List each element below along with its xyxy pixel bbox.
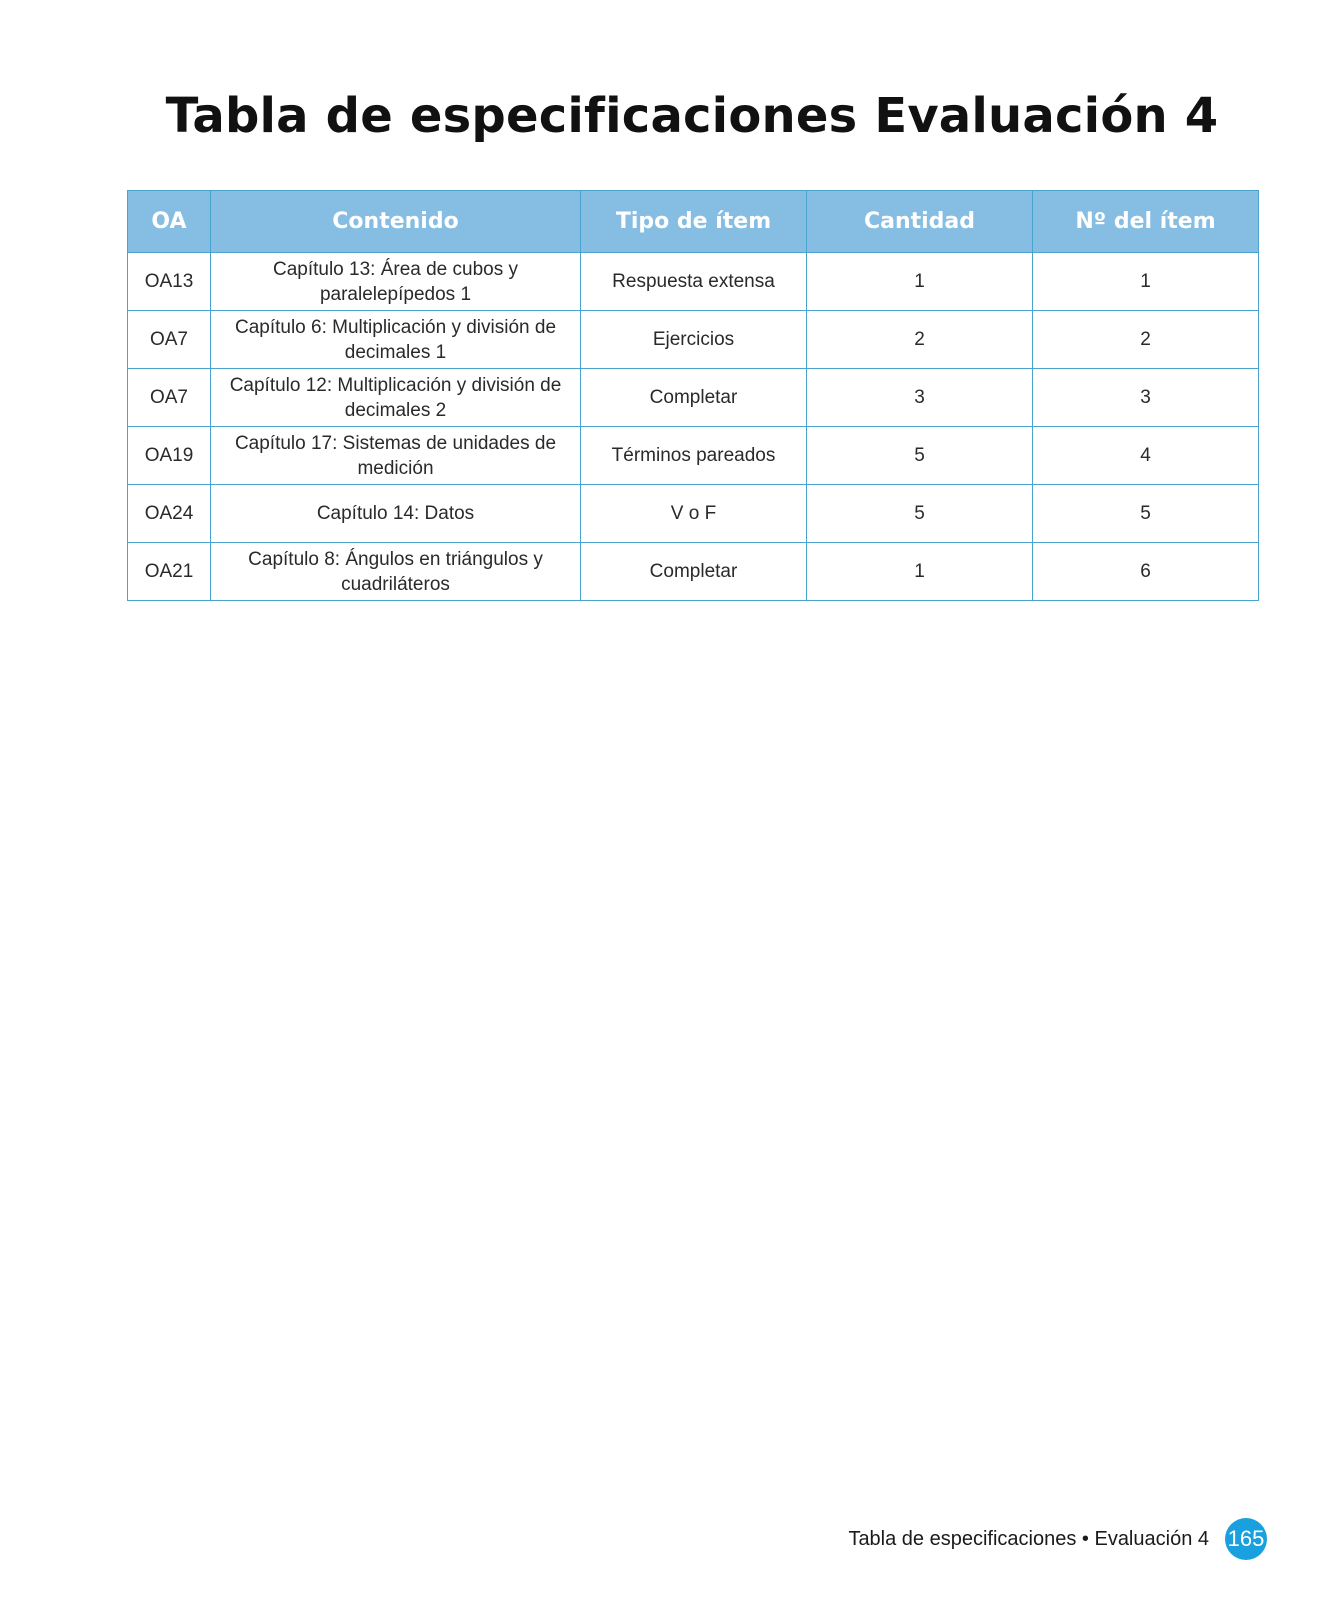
table-row: [128, 253, 1259, 311]
cell-cantidad: 2: [807, 311, 1033, 369]
cell-cantidad: 5: [807, 427, 1033, 485]
table-row: [128, 427, 1259, 485]
header-tipo-item: Tipo de ítem: [581, 191, 807, 253]
cell-cantidad: 1: [807, 253, 1033, 311]
cell-cantidad: 1: [807, 543, 1033, 601]
cell-numero-item: 2: [1033, 311, 1259, 369]
table-row: [128, 311, 1259, 369]
table-header-row: [128, 191, 1259, 253]
cell-oa: OA7: [128, 369, 211, 427]
cell-numero-item: 5: [1033, 485, 1259, 543]
cell-tipo-item: Términos pareados: [581, 427, 807, 485]
cell-numero-item: 1: [1033, 253, 1259, 311]
footer-running-title: Tabla de especificaciones • Evaluación 4: [848, 1527, 1209, 1550]
header-cantidad: Cantidad: [807, 191, 1033, 253]
cell-oa: OA7: [128, 311, 211, 369]
cell-numero-item: 4: [1033, 427, 1259, 485]
page-number-badge: 165: [1225, 1518, 1267, 1560]
page-title: Tabla de especificaciones Evaluación 4: [165, 88, 1219, 144]
cell-oa: OA19: [128, 427, 211, 485]
header-oa: OA: [128, 191, 211, 253]
cell-cantidad: 3: [807, 369, 1033, 427]
cell-oa: OA24: [128, 485, 211, 543]
cell-contenido: Capítulo 8: Ángulos en triángulos y cuadriláteros: [211, 543, 581, 601]
cell-tipo-item: Completar: [581, 543, 807, 601]
cell-oa: OA21: [128, 543, 211, 601]
cell-oa: OA13: [128, 253, 211, 311]
header-contenido: Contenido: [211, 191, 581, 253]
table-row: [128, 543, 1259, 601]
header-numero-item: Nº del ítem: [1033, 191, 1259, 253]
cell-numero-item: 6: [1033, 543, 1259, 601]
cell-contenido: Capítulo 14: Datos: [211, 485, 581, 543]
cell-tipo-item: V o F: [581, 485, 807, 543]
page-footer: [848, 1518, 1267, 1560]
cell-tipo-item: Completar: [581, 369, 807, 427]
cell-contenido: Capítulo 6: Multiplicación y división de decimales 1: [211, 311, 581, 369]
cell-numero-item: 3: [1033, 369, 1259, 427]
specifications-table: [127, 190, 1259, 601]
cell-tipo-item: Respuesta extensa: [581, 253, 807, 311]
cell-contenido: Capítulo 13: Área de cubos y paralelepípedos 1: [211, 253, 581, 311]
cell-contenido: Capítulo 17: Sistemas de unidades de medición: [211, 427, 581, 485]
table-row: [128, 485, 1259, 543]
cell-tipo-item: Ejercicios: [581, 311, 807, 369]
cell-cantidad: 5: [807, 485, 1033, 543]
table-row: [128, 369, 1259, 427]
cell-contenido: Capítulo 12: Multiplicación y división de decimales 2: [211, 369, 581, 427]
